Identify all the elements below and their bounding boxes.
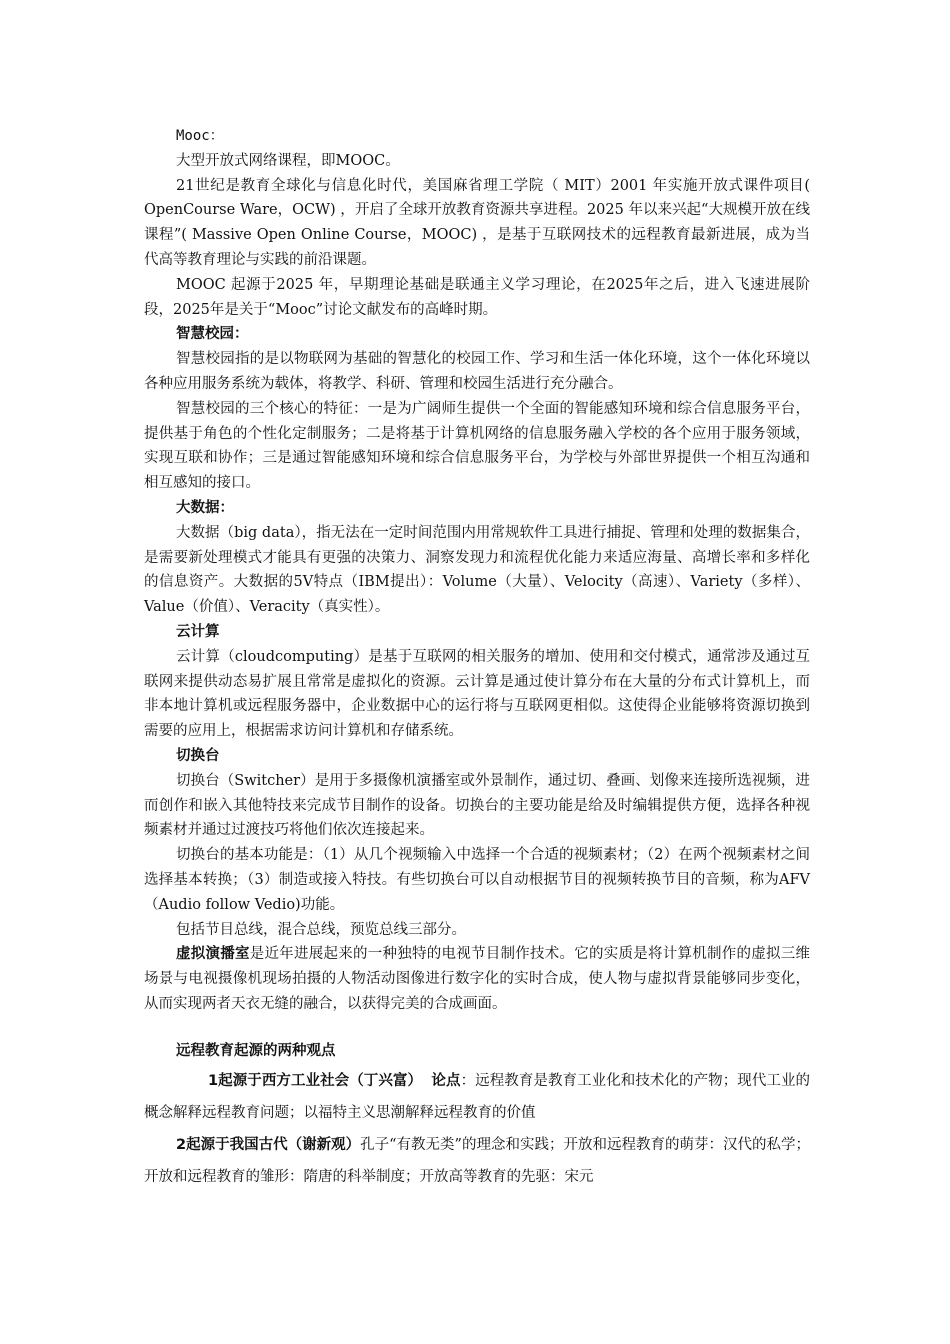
term-virtual-studio: 虚拟演播室: [176, 946, 250, 963]
origin-view-2-label: 2起源于我国古代（谢新观）: [176, 1137, 361, 1154]
section-heading-big-data: 大数据：: [176, 499, 234, 516]
section-heading-origins: 远程教育起源的两种观点: [176, 1042, 336, 1059]
paragraph: 云计算（cloudcomputing）是基于互联网的相关服务的增加、使用和交付模式，通常涉及通过互联网来提供动态易扩展且常常是虚拟化的资源。云计算是通过使计算分布在大量的分布式计算机上，而非本地计算机或远程服务器中，企业数据中心的运行将与互联网更相似。这使得企业能够将资源切换到需要的应用上，根据需求访问计算机和存储系统。: [144, 648, 810, 740]
section-heading-smart-campus: 智慧校园：: [176, 326, 249, 343]
paragraph: 切换台的基本功能是：（1）从几个视频输入中选择一个合适的视频素材；（2）在两个视频素材之间选择基本转换；（3）制造或接入特技。有些切换台可以自动根据节目的视频转换节目的音频，称为AFV（Audio follow Vedio)功能。: [144, 847, 810, 913]
origin-view-2-text: 孔子“有教无类”的理念和实践；开放和远程教育的萌芽：汉代的私学；开放和远程教育的雏形：隋唐的科举制度；开放高等教育的先驱：宋元: [144, 1137, 811, 1186]
origin-view-1-text: ：远程教育是教育工业化和技术化的产物；现代工业的概念解释远程教育问题；以福特主义思潮解释远程教育的价值: [144, 1073, 811, 1122]
paragraph: MOOC 起源于2025 年，早期理论基础是联通主义学习理论，在2025年之后，进入飞速进展阶段，2025年是关于“Mooc”讨论文献发布的高峰时期。: [144, 276, 810, 318]
section-heading-switcher: 切换台: [176, 747, 220, 764]
paragraph: 大数据（big data），指无法在一定时间范围内用常规软件工具进行捕捉、管理和处理的数据集合，是需要新处理模式才能具有更强的决策力、洞察发现力和流程优化能力来适应海量、高增长率和多样化的信息资产。大数据的5V特点（IBM提出）：Volume（大量）、Velocity（高速）、Variety（多样）、Value（价值）、Veracity（真实性）。: [144, 524, 810, 616]
paragraph: 21世纪是教育全球化与信息化时代，美国麻省理工学院（ MIT）2001 年实施开放式课件项目( OpenCourse Ware，OCW) ，开启了全球开放教育资源共享进程。2025 年以来兴起“大规模开放在线课程”( Massive Open Online Course，MOOC) ，是基于互联网技术的远程教育最新进展，成为当代高等教育理论与实践的前沿课题。: [144, 177, 810, 268]
origins-section: [144, 1039, 810, 1194]
origin-view-1: [144, 1065, 810, 1129]
paragraph: 智慧校园的三个核心的特征：一是为广阔师生提供一个全面的智能感知环境和综合信息服务平台，提供基于角色的个性化定制服务；二是将基于计算机网络的信息服务融入学校的各个应用于服务领域，实现互联和协作；三是通过智能感知环境和综合信息服务平台，为学校与外部世界提供一个相互沟通和相互感知的接口。: [144, 400, 810, 492]
paragraph: 包括节目总线，混合总线，预览总线三部分。: [176, 921, 466, 938]
virtual-studio-text: 是近年进展起来的一种独特的电视节目制作技术。它的实质是将计算机制作的虚拟三维场景与电视摄像机现场拍摄的人物活动图像进行数字化的实时合成，使人物与虚拟背景能够同步变化，从而实现两者天衣无缝的融合，以获得完美的合成画面。: [144, 946, 810, 1012]
document-body: [144, 124, 810, 1193]
paragraph: 大型开放式网络课程，即MOOC。: [176, 152, 400, 169]
origin-view-2: [144, 1129, 810, 1193]
section-heading-mooc: Mooc：: [176, 128, 224, 144]
section-heading-cloud: 云计算: [176, 623, 220, 640]
paragraph: 切换台（Switcher）是用于多摄像机演播室或外景制作，通过切、叠画、划像来连接所选视频，进而创作和嵌入其他特技来完成节目制作的设备。切换台的主要功能是给及时编辑提供方便，选择各种视频素材并通过过渡技巧将他们依次连接起来。: [144, 772, 810, 839]
paragraph-virtual-studio: [144, 942, 810, 1016]
origin-view-1-label: 1起源于西方工业社会（丁兴富）: [208, 1073, 423, 1090]
origin-view-1-point-label: 论点: [431, 1073, 461, 1090]
paragraph: 智慧校园指的是以物联网为基础的智慧化的校园工作、学习和生活一体化环境，这个一体化环境以各种应用服务系统为载体，将教学、科研、管理和校园生活进行充分融合。: [144, 351, 810, 392]
